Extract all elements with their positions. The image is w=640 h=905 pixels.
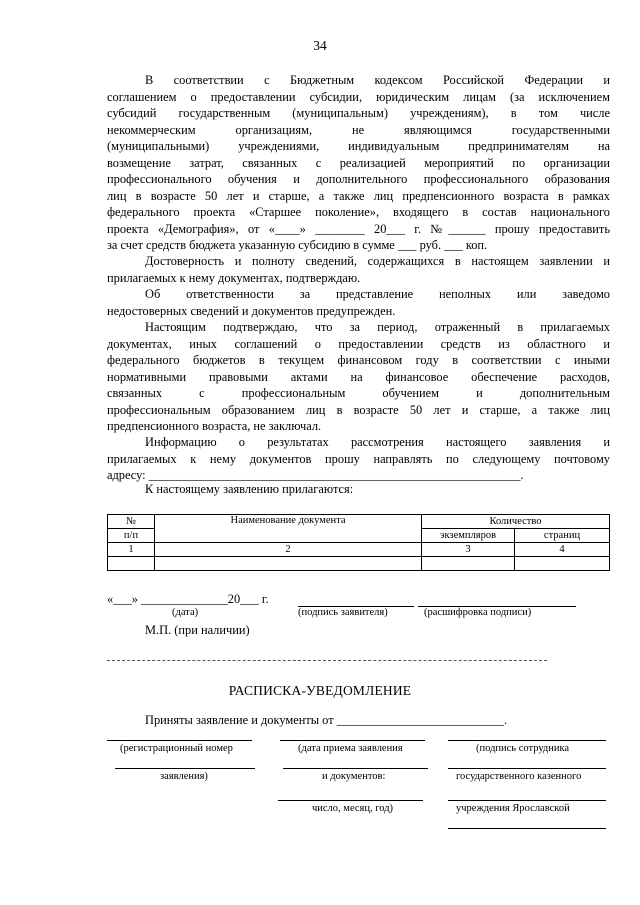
date-label: (дата) — [172, 607, 199, 618]
header-copies: экземпляров — [422, 529, 515, 543]
text-line: Настоящим подтверждаю, что за период, отраженный в прилагаемых — [145, 320, 610, 334]
reg-number-label: (регистрационный номер — [120, 743, 233, 754]
employee-sign-line-2 — [448, 768, 606, 769]
paragraph-responsibility — [107, 286, 610, 319]
empty-cell — [422, 557, 515, 571]
paragraph-confirmation — [107, 319, 610, 435]
col-index-3: 3 — [422, 543, 515, 557]
header-quantity: Количество — [422, 515, 610, 529]
empty-cell — [515, 557, 610, 571]
header-document-name: Наименование документа — [155, 515, 422, 543]
text-line: связанных с профессиональным обучением и дополнительным — [107, 386, 610, 400]
reg-number-label-2: заявления) — [160, 771, 208, 782]
text-line: недостоверных сведений и документов предупрежден. — [107, 303, 396, 318]
text-line: (муниципальными) учреждениями, индивидуальным предпринимателям на — [107, 139, 610, 153]
col-index-1: 1 — [108, 543, 155, 557]
text-line: профессионального обучения и дополнительного профессионального образования — [107, 172, 610, 186]
employee-sign-line — [448, 740, 606, 741]
text-line: проекта «Демография», от «____» ________ 20___ г. №______ прошу предоставить — [107, 221, 610, 236]
col-index-2: 2 — [155, 543, 422, 557]
reg-number-line — [107, 740, 252, 741]
signature-label: (подпись заявителя) — [298, 607, 388, 618]
cut-line — [107, 660, 547, 661]
text-line: соглашением о предоставлении субсидии, юридическим лицам (за исключением — [107, 89, 610, 104]
paragraph-subsidy-request — [107, 72, 610, 254]
text-line: предпенсионного возраста, не заключал. — [107, 419, 322, 433]
text-line: нормативными правовыми актами на финансовое обеспечение расходов, — [107, 369, 610, 384]
text-line: возмещение затрат, связанных с реализацией мероприятий по организации — [107, 155, 610, 170]
text-line: документах, иных соглашений о предоставлении средств из областного и — [107, 336, 610, 351]
text-line: федерального бюджетов в текущем финансовом году в соответствии с иными — [107, 353, 610, 367]
header-number-2: п/п — [108, 529, 155, 543]
receipt-title: РАСПИСКА-УВЕДОМЛЕНИЕ — [228, 683, 412, 698]
text-line: профессиональным образованием лиц в возрасте 50 лет и старше, а также лиц — [107, 402, 610, 417]
empty-cell — [108, 557, 155, 571]
receipt-date-line-3 — [278, 800, 423, 801]
empty-cell — [155, 557, 422, 571]
page-number: 34 — [313, 38, 327, 53]
text-line: В соответствии с Бюджетным кодексом Российской Федерации и — [145, 73, 610, 87]
attachments-heading: К настоящему заявлению прилагаются: — [145, 482, 354, 496]
text-line: Об ответственности за представление неполных или заведомо — [145, 287, 610, 301]
receipt-date-line — [280, 740, 425, 741]
text-line: субсидий государственным (муниципальным) учреждениям), в том числе — [107, 106, 610, 120]
decode-label: (расшифровка подписи) — [424, 607, 532, 618]
text-line: федерального проекта «Старшее поколение», входящего в состав национального — [107, 205, 610, 219]
text-line: лиц в возрасте 50 лет и старше, а также лиц предпенсионного возраста в рамках — [107, 188, 610, 203]
paragraph-address — [107, 434, 610, 484]
employee-sign-label-2: государственного казенного — [456, 771, 582, 782]
text-line: Достоверность и полноту сведений, содержащихся в настоящем заявлении и — [145, 254, 610, 268]
text-line: прилагаемых к нему документов прошу направлять по следующему почтовому — [107, 451, 610, 466]
text-line: некоммерческим организациям, не являющимся государственными — [107, 122, 610, 137]
col-index-4: 4 — [515, 543, 610, 557]
employee-sign-label-3: учреждения Ярославской — [456, 803, 570, 814]
receipt-date-label-3: число, месяц, год) — [312, 803, 394, 814]
attachments-table — [107, 514, 610, 571]
header-pages: страниц — [515, 529, 610, 543]
employee-sign-line-3 — [448, 800, 606, 801]
text-line: Информацию о результатах рассмотрения настоящего заявления и — [145, 435, 610, 449]
employee-sign-label: (подпись сотрудника — [476, 743, 570, 754]
seal-label: М.П. (при наличии) — [145, 623, 250, 637]
date-line: «___» ______________20___ г. — [107, 592, 269, 606]
text-line: за счет средств бюджета указанную субсидию в сумме ___ руб. ___ коп. — [107, 238, 488, 252]
text-line: адресу: ____________________________________________________________. — [107, 468, 524, 482]
receipt-date-label: (дата приема заявления — [298, 743, 403, 754]
text-line: прилагаемых к нему документах, подтверждаю. — [107, 270, 361, 285]
employee-sign-line-4 — [448, 828, 606, 829]
receipt-date-label-2: и документов: — [322, 771, 386, 782]
header-number: № — [108, 515, 155, 529]
receipt-date-line-2 — [283, 768, 428, 769]
accepted-line: Приняты заявление и документы от ___________________________. — [145, 713, 508, 727]
reg-number-line-2 — [115, 768, 255, 769]
paragraph-reliability — [107, 253, 610, 286]
